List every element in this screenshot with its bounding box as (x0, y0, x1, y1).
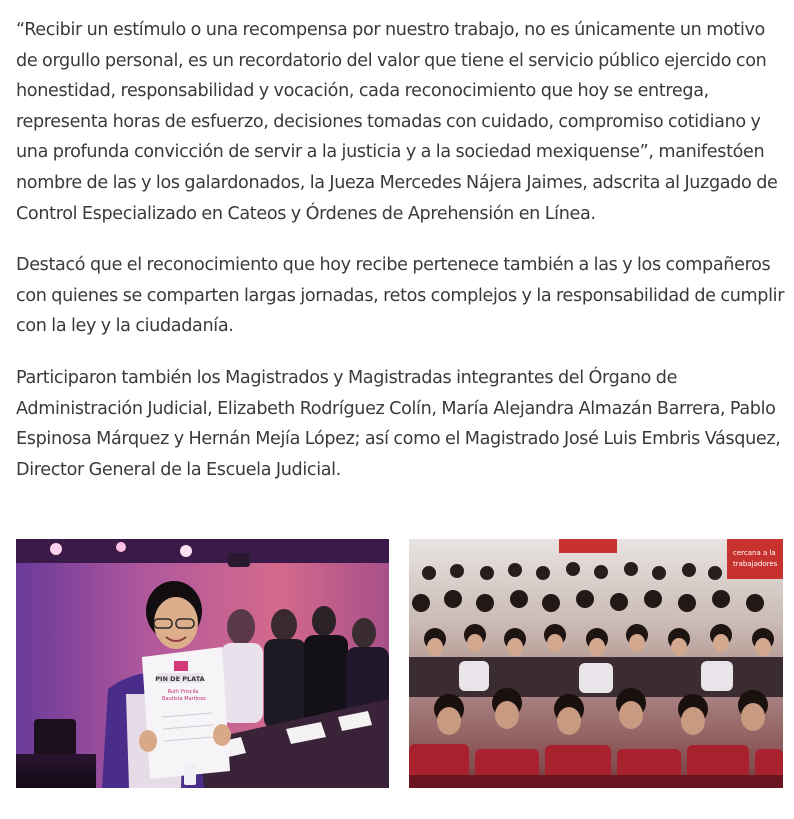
certificate-name-line-2: Bautista Martínez (162, 696, 206, 702)
certificate-name-line-1: Ruth Priscila (167, 689, 199, 695)
paragraph-recognition: Destacó que el reconocimiento que hoy recibe pertenece también a las y los compañeros con quienes se comparten largas jornadas, retos complejos y la responsabilidad de cumplir con la ley y la ciudadanía. (16, 255, 785, 337)
photo-gallery (16, 539, 783, 788)
banner-line-1: cercana a la (733, 549, 776, 557)
paragraph-quote: “Recibir un estímulo o una recompensa por nuestro trabajo, no es únicamente un motivo de orgullo personal, es un recordatorio del valor que tiene el servicio público ejercido con honestidad, responsabilidad y vocación, cada reconocimiento que hoy se entrega, representa horas de esfuerzo, decisiones tomadas con cuidado, compromiso cotidiano y una profunda convicción de servir a la justicia y a la sociedad mexiquense”, manifestóen nombre de las y los galardonados, la Jueza Mercedes Nájera Jaimes, adscrita al Juzgado de Control Especializado en Cateos y Órdenes de Aprehensión en Línea. (16, 20, 778, 224)
photo-award-recipient[interactable] (16, 539, 389, 788)
paragraph-participants: Participaron también los Magistrados y Magistradas integrantes del Órgano de Administración Judicial, Elizabeth Rodríguez Colín, María Alejandra Almazán Barrera, Pablo Espinosa Márquez y Hernán Mejía López; así como el Magistrado José Luis Embris Vásquez, Director General de la Escuela Judicial. (16, 367, 781, 480)
photo-audience[interactable] (409, 539, 783, 788)
banner-line-2: trabajadores (733, 560, 778, 568)
article-body (16, 15, 786, 506)
certificate-title: PIN DE PLATA (155, 675, 205, 683)
award-certificate (142, 647, 230, 779)
